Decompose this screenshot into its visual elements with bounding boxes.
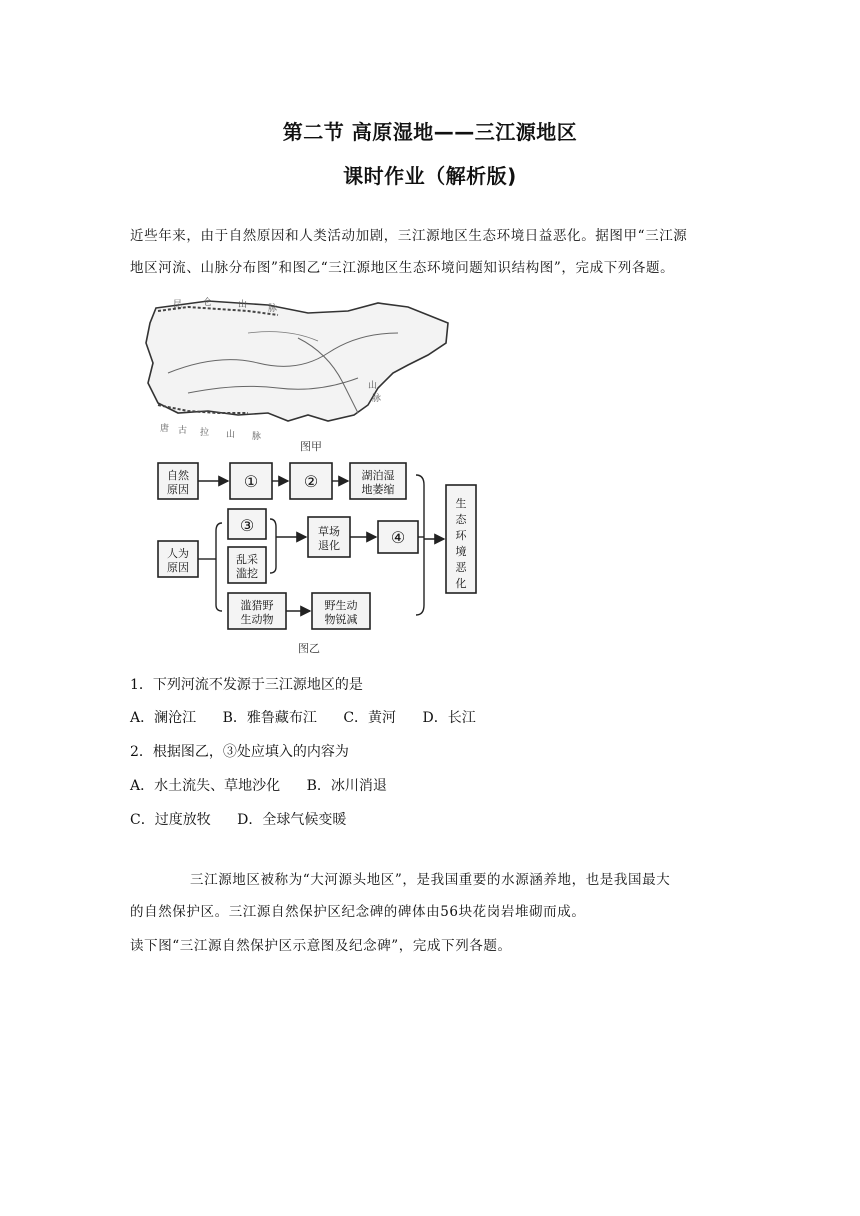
q2-option-a[interactable]: A．水土流失、草地沙化 [130,778,281,794]
map-label-1: 仑 [203,298,213,308]
intro-line-1: 近些年来，由于自然原因和人类活动加剧，三江源地区生态环境日益恶化。据图甲“三江源 [130,228,688,244]
map-label-7: 山 [226,430,236,440]
page-subtitle: 课时作业（解析版) [343,164,517,188]
passage2-line-3: 读下图“三江源自然保护区示意图及纪念碑”，完成下列各题。 [130,938,512,954]
q2-option-b[interactable]: B．冰川消退 [306,778,387,794]
node-wildlife-line2: 物锐减 [324,613,358,626]
diagram-caption: 图乙 [298,642,320,655]
intro-paragraph [130,226,730,278]
structure-diagram [150,455,490,635]
node-lake-line1: 湖泊湿 [361,469,395,482]
node-mining-line2: 滥挖 [236,567,258,580]
node-human-line2: 原因 [167,561,189,574]
node-circle3: ③ [239,516,255,535]
map-label-9: 山 [368,381,378,391]
node-circle4: ④ [390,528,406,547]
question-2-options-row2 [130,810,368,830]
page-title: 第二节 高原湿地——三江源地区 [282,120,578,144]
node-mining-line1: 乱采 [236,553,258,566]
map-label-6: 拉 [200,428,210,438]
map-label-10: 脉 [372,394,382,404]
node-result-char1: 生 [455,497,467,510]
q2-option-d[interactable]: D．全球气候变暖 [237,812,347,828]
q2-option-c[interactable]: C．过度放牧 [130,812,211,828]
node-human-line1: 人为 [167,547,189,560]
q1-option-c[interactable]: C．黄河 [343,710,397,726]
node-circle2: ② [303,472,319,491]
q1-option-b[interactable]: B．雅鲁藏布江 [222,710,317,726]
node-natural-line2: 原因 [167,483,189,496]
node-lake-line2: 地萎缩 [361,483,395,496]
node-result-char6: 化 [455,577,467,590]
map-figure [128,293,468,443]
question-1-options [130,708,498,728]
node-wildlife-line1: 野生动 [324,599,358,612]
node-grassland-line2: 退化 [318,539,340,552]
question-1-stem: 1．下列河流不发源于三江源地区的是 [130,677,363,693]
map-caption: 图甲 [300,440,322,453]
map-label-2: 山 [238,300,248,310]
map-label-5: 古 [178,426,188,436]
node-hunting-line2: 生动物 [240,613,274,626]
map-label-4: 唐 [160,424,170,434]
question-2-stem: 2．根据图乙，③处应填入的内容为 [130,744,349,760]
node-hunting-line1: 滥猎野 [240,599,274,612]
node-result-char2: 态 [455,513,467,526]
q1-option-d[interactable]: D．长江 [422,710,476,726]
node-result-char3: 环 [455,529,467,542]
node-result-char5: 恶 [455,561,467,574]
map-label-8: 脉 [252,432,262,442]
intro-line-2: 地区河流、山脉分布图”和图乙“三江源地区生态环境问题知识结构图”，完成下列各题。 [130,260,675,276]
map-label-3: 脉 [268,304,278,314]
node-grassland-line1: 草场 [318,525,340,538]
map-label-0: 昆 [173,300,183,310]
node-result-char4: 境 [455,545,467,558]
question-2-options-row1 [130,776,409,796]
node-natural-line1: 自然 [167,469,189,482]
passage2-line-2: 的自然保护区。三江源自然保护区纪念碑的碑体由56块花岗岩堆砌而成。 [130,904,586,920]
passage2-line-1: 三江源地区被称为“大河源头地区”，是我国重要的水源涵养地，也是我国最大 [190,872,671,888]
q1-option-a[interactable]: A．澜沧江 [130,710,197,726]
node-circle1: ① [243,472,259,491]
